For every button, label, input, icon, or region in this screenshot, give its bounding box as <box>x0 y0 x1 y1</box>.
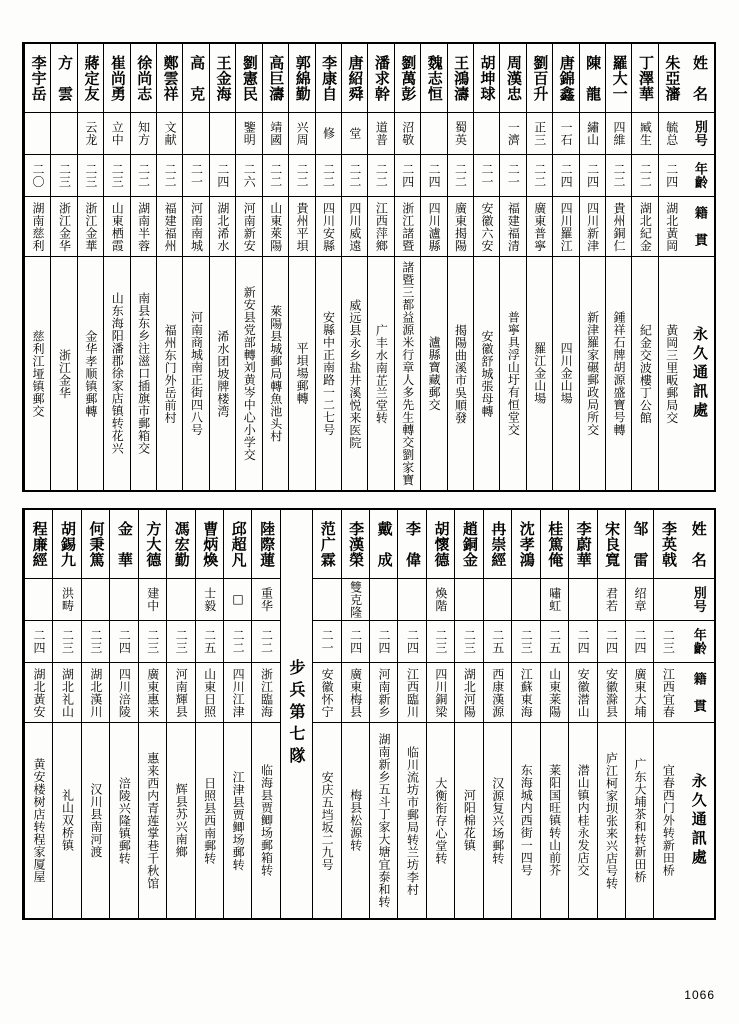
entry-address: 宜春西门外转新田桥 <box>654 722 681 918</box>
entry-address: 礼山双桥镇 <box>53 722 80 918</box>
entry-age: 二三 <box>78 154 103 196</box>
entry-address: 新津羅家碾郵政局所交 <box>580 256 605 490</box>
entry-name: 冉崇經 <box>489 520 508 568</box>
entry-name: 鄭雲祥 <box>161 54 180 102</box>
entry-origin: 江西宜春 <box>654 662 681 722</box>
entry-alias <box>474 112 499 154</box>
entry-alias: 靖國 <box>263 112 288 154</box>
entry-alias <box>398 578 425 620</box>
entry-alias: 煥階 <box>427 578 454 620</box>
entry-address: 汉川县南河渡 <box>82 722 109 918</box>
roster-entry <box>420 44 446 490</box>
entry-alias: 堂 <box>342 112 367 154</box>
header-origin: 籍 貫 <box>684 196 714 256</box>
entry-alias <box>110 578 137 620</box>
entry-age: 二一 <box>474 154 499 196</box>
entry-address: 汉源复兴场郵转 <box>484 722 511 918</box>
entry-origin: 安徽怀宁 <box>313 662 340 722</box>
roster-entry <box>552 44 578 490</box>
roster-entry <box>138 510 166 918</box>
entry-address: 临川流坊市郵局转兰坊李村 <box>398 722 425 918</box>
entry-address: 安徽舒城張母轉 <box>474 256 499 490</box>
entry-name: 徐尚志 <box>135 54 154 102</box>
roster-entry <box>526 44 552 490</box>
entry-age: 二二 <box>342 154 367 196</box>
roster-entry <box>24 44 50 490</box>
entry-name: 宋良寬 <box>603 520 622 568</box>
entry-address: 威远县永乡盐井溪悦来医院 <box>342 256 367 490</box>
roster-entry <box>24 510 52 918</box>
entry-origin: 湖北紀金 <box>632 196 657 256</box>
entry-origin: 湖北礼山 <box>53 662 80 722</box>
entry-alias: 兴周 <box>289 112 314 154</box>
entry-name: 高巨濤 <box>267 54 286 102</box>
entry-address: 平垻場郵轉 <box>289 256 314 490</box>
header-age: 年齡 <box>682 620 714 662</box>
entry-alias: 毓总 <box>659 112 684 154</box>
roster-entry <box>182 44 208 490</box>
entry-origin: 浙江臨海 <box>252 662 279 722</box>
entry-address: 庐江柯家坝张来兴店号转 <box>598 722 625 918</box>
entry-origin: 山東栖霞 <box>104 196 129 256</box>
entry-address: 四川金山場 <box>553 256 578 490</box>
entry-alias: 云龙 <box>78 112 103 154</box>
entry-origin: 河南新安 <box>236 196 261 256</box>
entry-age: 二二 <box>316 154 341 196</box>
roster-entry <box>625 510 653 918</box>
entry-age: 二四 <box>553 154 578 196</box>
roster-entry <box>631 44 657 490</box>
entry-origin: 河南南城 <box>183 196 208 256</box>
entry-address: 羅江金山場 <box>527 256 552 490</box>
entry-name: 方 雲 <box>56 54 75 102</box>
entry-address: 鍾祥石牌胡源盛寶号轉 <box>606 256 631 490</box>
entry-address: 日照县西南郵转 <box>196 722 223 918</box>
entry-alias <box>370 578 397 620</box>
entry-alias <box>569 578 596 620</box>
header-alias: 別号 <box>682 578 714 620</box>
entry-address: 金华孝顺镇郵轉 <box>78 256 103 490</box>
roster-entry <box>367 44 393 490</box>
entry-address: 湖南新乡五斗丁家大塘宜泰和转 <box>370 722 397 918</box>
roster-entry <box>288 44 314 490</box>
entry-origin: 四川銅梁 <box>427 662 454 722</box>
entry-alias: 建中 <box>139 578 166 620</box>
roster-entry <box>209 44 235 490</box>
header-age: 年齡 <box>684 154 714 196</box>
entry-address: 萊陽县城郵局轉魚池头村 <box>263 256 288 490</box>
entry-address: 广丰水南芷兰堂转 <box>368 256 393 490</box>
entry-age: 二五 <box>196 620 223 662</box>
entry-address: 辉县苏兴南鄉 <box>167 722 194 918</box>
entry-age: 二二 <box>368 154 393 196</box>
entry-age: 二一 <box>313 620 340 662</box>
entry-alias <box>183 112 208 154</box>
entry-alias: 沼敬 <box>395 112 420 154</box>
entry-name: 胡懷德 <box>432 520 451 568</box>
entry-origin: 廣東梅县 <box>342 662 369 722</box>
entry-name: 潘求幹 <box>372 54 391 102</box>
entry-name: 王鴻濤 <box>452 54 471 102</box>
entry-age: 二二 <box>448 154 473 196</box>
roster-entry <box>312 510 340 918</box>
entry-age: 二二 <box>252 620 279 662</box>
entry-alias <box>210 112 235 154</box>
roster-entry <box>81 510 109 918</box>
entry-name: 李宇岳 <box>29 54 48 102</box>
entry-address: 黃岡三里畈郵局交 <box>659 256 684 490</box>
entry-name: 邹 雷 <box>631 520 650 568</box>
entry-origin: 湖南慈利 <box>25 196 50 256</box>
entry-name: 劉憲民 <box>240 54 259 102</box>
entry-age: 二二 <box>131 154 156 196</box>
unit-title-column <box>280 510 312 918</box>
roster-entry <box>454 510 482 918</box>
entry-age: 二二 <box>263 154 288 196</box>
entry-origin: 安徽六安 <box>474 196 499 256</box>
entry-age: 二三 <box>139 620 166 662</box>
entry-address: 大衡衔存心堂转 <box>427 722 454 918</box>
entry-origin: 湖北黃安 <box>25 662 52 722</box>
roster-entry <box>579 44 605 490</box>
roster-table-bottom <box>22 508 716 920</box>
entry-address: 山东海阳潘郡徐家店镇转花兴 <box>104 256 129 490</box>
entry-name: 丁澤華 <box>636 54 655 102</box>
entry-name: 唐錦鑫 <box>557 54 576 102</box>
entry-name: 高 克 <box>188 54 207 102</box>
entry-address: 安庆五垱坂二九号 <box>313 722 340 918</box>
entry-age: 二三 <box>82 620 109 662</box>
entry-origin: 河南輝县 <box>167 662 194 722</box>
entry-name: 王金海 <box>214 54 233 102</box>
entry-alias: 文献 <box>157 112 182 154</box>
entry-age: 二二 <box>224 620 251 662</box>
entry-address: 安縣中正南路一二七号 <box>316 256 341 490</box>
entry-alias <box>313 578 340 620</box>
entry-address: 浠水团坡牌楼湾 <box>210 256 235 490</box>
roster-entry <box>315 44 341 490</box>
entry-name: 周漢忠 <box>504 54 523 102</box>
entry-address: 江津县贾鲫场郵转 <box>224 722 251 918</box>
entry-origin: 廣東普寧 <box>527 196 552 256</box>
entry-address: 河阳棉花镇 <box>455 722 482 918</box>
entry-age: 二二 <box>632 154 657 196</box>
entry-origin: 安徽潜山 <box>569 662 596 722</box>
entry-age: 二一 <box>500 154 525 196</box>
entry-name: 李蔚華 <box>574 520 593 568</box>
entry-age: 二四 <box>110 620 137 662</box>
entry-origin: 廣東惠来 <box>139 662 166 722</box>
roster-entry <box>52 510 80 918</box>
entry-name: 李漢榮 <box>347 520 366 568</box>
entry-origin: 西康漢源 <box>484 662 511 722</box>
entry-origin: 湖南半蓉 <box>131 196 156 256</box>
roster-entry <box>658 44 684 490</box>
entry-age: 二五 <box>484 620 511 662</box>
entry-address: 东海城内西街一四号 <box>512 722 539 918</box>
entry-origin: 四川安縣 <box>316 196 341 256</box>
entry-origin: 四川羅江 <box>553 196 578 256</box>
entry-age: 二三 <box>512 620 539 662</box>
roster-entry <box>195 510 223 918</box>
entry-origin: 四川江津 <box>224 662 251 722</box>
entry-address: 潜山镇内桂永发店交 <box>569 722 596 918</box>
entry-address: 紀金交波樓丁公館 <box>632 256 657 490</box>
entry-age: 二五 <box>541 620 568 662</box>
entry-origin: 貴州平垻 <box>289 196 314 256</box>
entry-alias <box>654 578 681 620</box>
entry-age: 二四 <box>569 620 596 662</box>
entry-address: 諸暨三都益源米行章人多先生轉交劉家寶 <box>395 256 420 490</box>
entry-name: 蔣定友 <box>82 54 101 102</box>
entry-alias: 修 <box>316 112 341 154</box>
roster-entry <box>511 510 539 918</box>
roster-entry <box>426 510 454 918</box>
entry-alias: 重华 <box>252 578 279 620</box>
entry-origin: 河南新乡 <box>370 662 397 722</box>
entry-name: 朱亞瀋 <box>663 54 682 102</box>
entry-age: 二六 <box>236 154 261 196</box>
entry-alias <box>512 578 539 620</box>
roster-entry <box>341 510 369 918</box>
entry-address: 普寧具浮山圩有恒堂交 <box>500 256 525 490</box>
roster-entry <box>166 510 194 918</box>
entry-alias: 洪畴 <box>53 578 80 620</box>
entry-name: 郭綿勤 <box>293 54 312 102</box>
column-headers <box>684 44 714 490</box>
roster-entry <box>605 44 631 490</box>
entry-age: 二四 <box>598 620 625 662</box>
roster-entry <box>251 510 279 918</box>
entry-name: 羅大一 <box>610 54 629 102</box>
entry-alias: 鑒明 <box>236 112 261 154</box>
entry-origin: 廣東大埔 <box>626 662 653 722</box>
entry-age: 二四 <box>626 620 653 662</box>
entry-name: 唐紹舜 <box>346 54 365 102</box>
entry-alias: 绍章 <box>626 578 653 620</box>
entry-alias: 君若 <box>598 578 625 620</box>
entry-name: 邱超凡 <box>229 520 248 568</box>
entry-age: 二四 <box>395 154 420 196</box>
entry-origin: 江西萍鄉 <box>368 196 393 256</box>
entry-name: 趙銅金 <box>460 520 479 568</box>
entry-origin: 湖北黃岡 <box>659 196 684 256</box>
roster-entry <box>540 510 568 918</box>
entry-alias: 立中 <box>104 112 129 154</box>
entry-age: 二四 <box>659 154 684 196</box>
entry-age: 二三 <box>654 620 681 662</box>
entry-origin: 浙江金華 <box>78 196 103 256</box>
entry-origin: 安徽滁县 <box>598 662 625 722</box>
entry-name: 劉百升 <box>531 54 550 102</box>
entry-name: 李 偉 <box>404 520 423 568</box>
entry-name: 戴 成 <box>375 520 394 568</box>
roster-entry <box>394 44 420 490</box>
entry-address: 临海县贾鲫场郵箱转 <box>252 722 279 918</box>
entry-name: 曹炳煥 <box>201 520 220 568</box>
entry-origin: 江蘇東海 <box>512 662 539 722</box>
header-alias: 別号 <box>684 112 714 154</box>
entry-age: 二四 <box>210 154 235 196</box>
entry-name: 李英戟 <box>659 520 678 568</box>
header-address: 永久通訊處 <box>684 256 714 490</box>
roster-entry <box>341 44 367 490</box>
unit-title: 步兵第七隊 <box>287 659 307 769</box>
entry-age: 二三 <box>51 154 76 196</box>
entry-name: 崔尚勇 <box>108 54 127 102</box>
entry-age: 二三 <box>455 620 482 662</box>
entry-origin: 山東日照 <box>196 662 223 722</box>
entry-origin: 湖北浠水 <box>210 196 235 256</box>
entry-name: 胡坤球 <box>478 54 497 102</box>
entry-origin: 四川新津 <box>580 196 605 256</box>
entry-age: 二二 <box>606 154 631 196</box>
page-number: 1066 <box>684 988 715 1002</box>
roster-entry <box>130 44 156 490</box>
entry-origin: 福建福清 <box>500 196 525 256</box>
entry-name: 陸際蓮 <box>258 520 277 568</box>
roster-entry <box>103 44 129 490</box>
entry-address: 广东大埔茶和转新田桥 <box>626 722 653 918</box>
entry-alias: 雙克隆 <box>342 578 369 620</box>
entry-origin: 福建福州 <box>157 196 182 256</box>
entry-age: 二三 <box>427 620 454 662</box>
entry-alias: 蜀英 <box>448 112 473 154</box>
entry-alias: 四維 <box>606 112 631 154</box>
roster-entry <box>473 44 499 490</box>
entry-origin: 山東萊陽 <box>263 196 288 256</box>
entry-name: 馮宏勤 <box>172 520 191 568</box>
entry-alias: 道普 <box>368 112 393 154</box>
entry-address: 瀘縣寶藏郵交 <box>421 256 446 490</box>
entry-age: 二〇 <box>25 154 50 196</box>
entry-name: 胡錫九 <box>59 520 78 568</box>
roster-table-top <box>22 42 716 492</box>
entry-address: 南县东乡注滋口插旗市郵箱交 <box>131 256 156 490</box>
entry-age: 二四 <box>342 620 369 662</box>
entry-name: 桂篤俺 <box>546 520 565 568</box>
roster-entry <box>50 44 76 490</box>
entry-address: 浙江金华 <box>51 256 76 490</box>
entry-name: 李康自 <box>320 54 339 102</box>
header-name: 姓 名 <box>690 54 709 102</box>
entry-alias: 一濟 <box>500 112 525 154</box>
roster-entry <box>262 44 288 490</box>
entry-alias: 嘯虹 <box>541 578 568 620</box>
entry-age: 二三 <box>53 620 80 662</box>
entry-name: 方大德 <box>144 520 163 568</box>
entry-alias <box>421 112 446 154</box>
entry-age: 二四 <box>25 620 52 662</box>
entry-origin: 山東莱陽 <box>541 662 568 722</box>
entry-name: 范广霖 <box>318 520 337 568</box>
roster-entry <box>447 44 473 490</box>
roster-entry <box>223 510 251 918</box>
entry-address: 惠来西内青莲掌巷千秋馆 <box>139 722 166 918</box>
entry-name: 程廉經 <box>30 520 49 568</box>
roster-entry <box>499 44 525 490</box>
entry-alias <box>51 112 76 154</box>
entry-alias <box>167 578 194 620</box>
entry-name: 劉萬彭 <box>399 54 418 102</box>
entry-age: 二二 <box>157 154 182 196</box>
roster-entry <box>109 510 137 918</box>
entry-address: 黄安楼树店转程家厦屋 <box>25 722 52 918</box>
entry-alias <box>82 578 109 620</box>
entry-age: 二三 <box>167 620 194 662</box>
entry-address: 梅县松源转 <box>342 722 369 918</box>
entry-age: 二三 <box>104 154 129 196</box>
header-name: 姓 名 <box>689 520 708 568</box>
entry-name: 陳 龍 <box>584 54 603 102</box>
entry-alias: 士毅 <box>196 578 223 620</box>
roster-entry <box>369 510 397 918</box>
roster-entry <box>568 510 596 918</box>
roster-entry <box>397 510 425 918</box>
entry-origin: 湖北漢川 <box>82 662 109 722</box>
entry-alias: 臧生 <box>632 112 657 154</box>
entry-age: 二四 <box>370 620 397 662</box>
entry-name: 金 華 <box>115 520 134 568</box>
entry-name: 魏志恒 <box>425 54 444 102</box>
entry-age: 二四 <box>580 154 605 196</box>
roster-entry <box>653 510 681 918</box>
roster-entry <box>77 44 103 490</box>
entry-alias <box>25 578 52 620</box>
entry-name: 沈孝鴻 <box>517 520 536 568</box>
roster-entry <box>483 510 511 918</box>
entry-origin: 湖北河陽 <box>455 662 482 722</box>
entry-address: 新安县党部轉刘黄岑中心小学交 <box>236 256 261 490</box>
entry-alias <box>484 578 511 620</box>
entry-alias <box>25 112 50 154</box>
entry-address: 揭陽曲溪市吳順發 <box>448 256 473 490</box>
entry-address: 涪陵兴隆镇郵转 <box>110 722 137 918</box>
column-headers <box>682 510 714 918</box>
entry-alias: 知方 <box>131 112 156 154</box>
header-origin: 籍 貫 <box>682 662 714 722</box>
entry-origin: 江西臨川 <box>398 662 425 722</box>
entry-age: 二二 <box>289 154 314 196</box>
entry-alias <box>455 578 482 620</box>
entry-origin: 四川瀘縣 <box>421 196 446 256</box>
entry-origin: 浙江諸暨 <box>395 196 420 256</box>
entry-age: 二二 <box>527 154 552 196</box>
entry-age: 二四 <box>398 620 425 662</box>
roster-entry <box>235 44 261 490</box>
roster-entry <box>597 510 625 918</box>
entry-origin: 四川涪陵 <box>110 662 137 722</box>
entry-origin: 四川威遠 <box>342 196 367 256</box>
entry-alias: 繡山 <box>580 112 605 154</box>
entry-age: 二四 <box>421 154 446 196</box>
header-address: 永久通訊處 <box>682 722 714 918</box>
roster-entry <box>156 44 182 490</box>
entry-alias: □ <box>224 578 251 620</box>
entry-alias: 一石 <box>553 112 578 154</box>
entry-address: 莱阳国旺镇转山前芥 <box>541 722 568 918</box>
entry-origin: 浙江金华 <box>51 196 76 256</box>
entry-age: 二一 <box>183 154 208 196</box>
entry-origin: 貴州銅仁 <box>606 196 631 256</box>
entry-address: 河南商城南正街四八号 <box>183 256 208 490</box>
entry-name: 何秉篤 <box>87 520 106 568</box>
entry-address: 福州东门外岳前村 <box>157 256 182 490</box>
entry-origin: 廣東揭陽 <box>448 196 473 256</box>
entry-address: 慈利江垭镇郵交 <box>25 256 50 490</box>
entry-alias: 正三 <box>527 112 552 154</box>
